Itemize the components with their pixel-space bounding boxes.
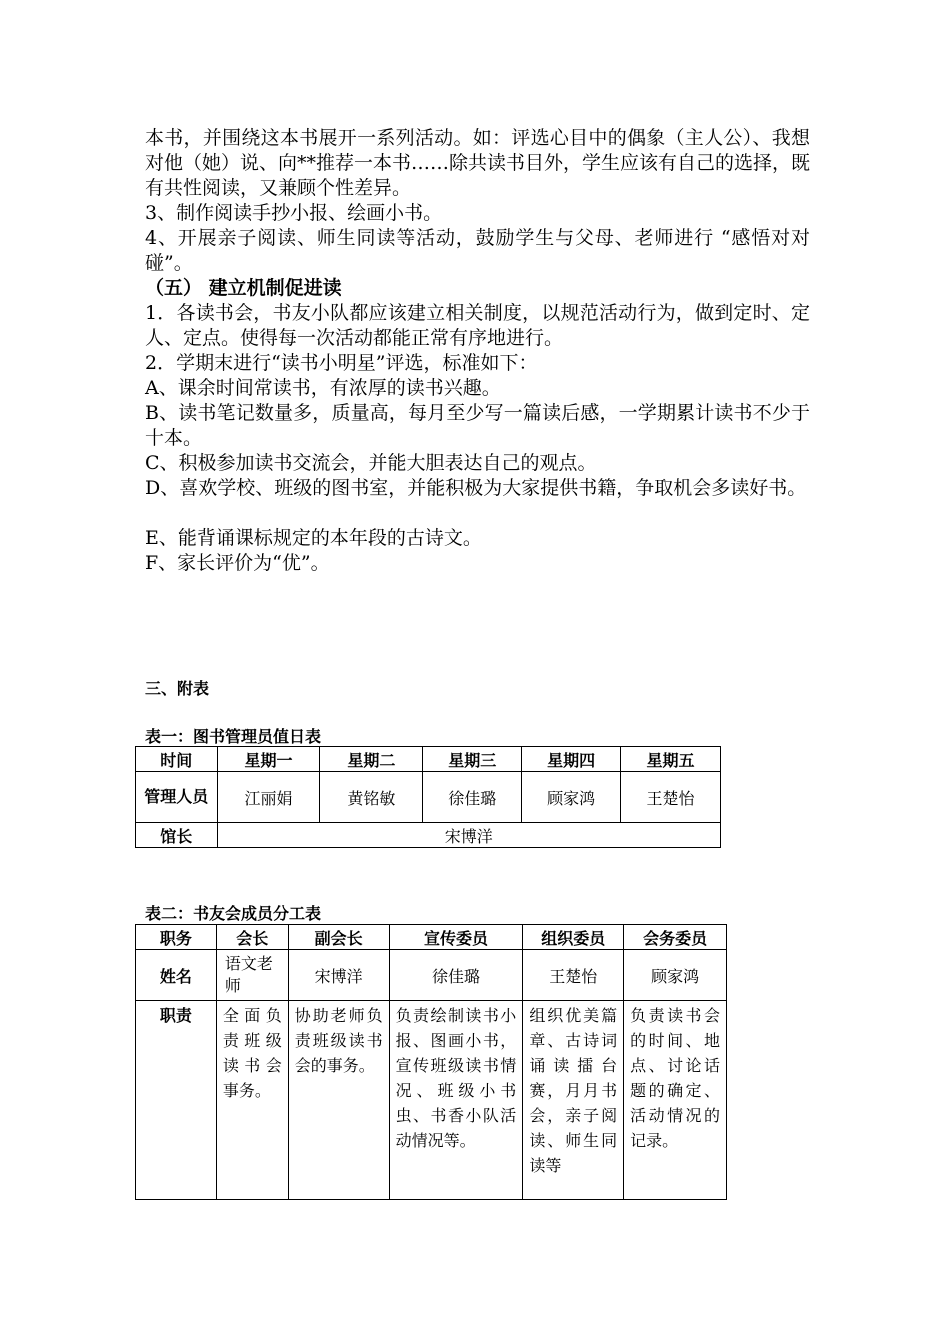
table-cell: 负责读书会的时间、地点、讨论话题的确定、活动情况的记录。: [624, 1001, 727, 1200]
club-roles-table: [135, 924, 727, 1200]
table-cell: 宋博洋: [217, 823, 720, 848]
paragraph: F、家长评价为“优”。: [145, 552, 330, 574]
paragraph: 1．各读书会，书友小队都应该建立相关制度，以规范活动行为，做到定时、定人、定点。使得每一次活动都能正常有序地进行。: [145, 302, 810, 349]
table-cell: 宋博洋: [288, 950, 389, 1001]
table-header: 时间: [136, 747, 218, 772]
table-row: [136, 925, 727, 950]
table-row: [136, 950, 727, 1001]
table-row: [136, 747, 721, 772]
table-row: [136, 823, 721, 848]
table-header: 星期一: [217, 747, 320, 772]
table-header: 职务: [136, 925, 217, 950]
table-header: 星期三: [423, 747, 522, 772]
paragraph: 2．学期末进行“读书小明星”评选，标准如下：: [145, 352, 538, 374]
table-header: 组织委员: [523, 925, 624, 950]
table-cell: 王楚怡: [621, 772, 721, 823]
paragraph: D、喜欢学校、班级的图书室，并能积极为大家提供书籍，争取机会多读好书。: [145, 477, 807, 499]
table-cell: 江丽娟: [217, 772, 320, 823]
table-header: 会长: [216, 925, 288, 950]
row-label: 馆长: [136, 823, 218, 848]
table-cell: 协助老师负责班级读书会的事务。: [288, 1001, 389, 1200]
paragraph: A、课余时间常读书，有浓厚的读书兴趣。: [145, 377, 501, 399]
paragraph: 本书，并围绕这本书展开一系列活动。如：评选心目中的偶象（主人公）、我想对他（她）说、向**推荐一本书……除共读书目外，学生应该有自己的选择，既有共性阅读，又兼顾个性差异。: [145, 127, 811, 199]
table-cell: 顾家鸿: [522, 772, 621, 823]
table-cell: 徐佳璐: [389, 950, 523, 1001]
table-header: 星期四: [522, 747, 621, 772]
row-label: 职责: [136, 1001, 217, 1200]
paragraph: E、能背诵课标规定的本年段的古诗文。: [145, 527, 482, 549]
table-cell: 组织优美篇章、古诗词诵读擂台赛，月月书会，亲子阅读、师生同读等: [523, 1001, 624, 1200]
table-cell: 王楚怡: [523, 950, 624, 1001]
table-header: 宣传委员: [389, 925, 523, 950]
paragraph: 4、开展亲子阅读、师生同读等活动，鼓励学生与父母、老师进行 “感悟对对碰”。: [145, 227, 810, 274]
row-label: 姓名: [136, 950, 217, 1001]
section-title: 三、附表: [145, 679, 210, 698]
table-header: 副会长: [288, 925, 389, 950]
table-cell: 语文老师: [216, 950, 288, 1001]
section-heading: （五） 建立机制促进读: [145, 277, 342, 299]
table-cell: 徐佳璐: [423, 772, 522, 823]
table-title: 表二：书友会成员分工表: [145, 904, 322, 923]
table-row: [136, 1001, 727, 1200]
table-cell: 黄铭敏: [320, 772, 423, 823]
table-row: [136, 772, 721, 823]
table-cell: 全面负责班级读书会事务。: [216, 1001, 288, 1200]
paragraph: B、读书笔记数量多，质量高，每月至少写一篇读后感，一学期累计读书不少于十本。: [145, 402, 810, 449]
table-header: 会务委员: [624, 925, 727, 950]
table-cell: 顾家鸿: [624, 950, 727, 1001]
paragraph: C、积极参加读书交流会，并能大胆表达自己的观点。: [145, 452, 597, 474]
paragraph: 3、制作阅读手抄小报、绘画小书。: [145, 202, 443, 224]
table-header: 星期二: [320, 747, 423, 772]
row-label: 管理人员: [136, 772, 218, 823]
table-header: 星期五: [621, 747, 721, 772]
table-title: 表一：图书管理员值日表: [145, 727, 322, 746]
duty-roster-table: [135, 746, 721, 848]
table-cell: 负责绘制读书小报、图画小书，宣传班级读书情况、班级小书虫、书香小队活动情况等。: [389, 1001, 523, 1200]
